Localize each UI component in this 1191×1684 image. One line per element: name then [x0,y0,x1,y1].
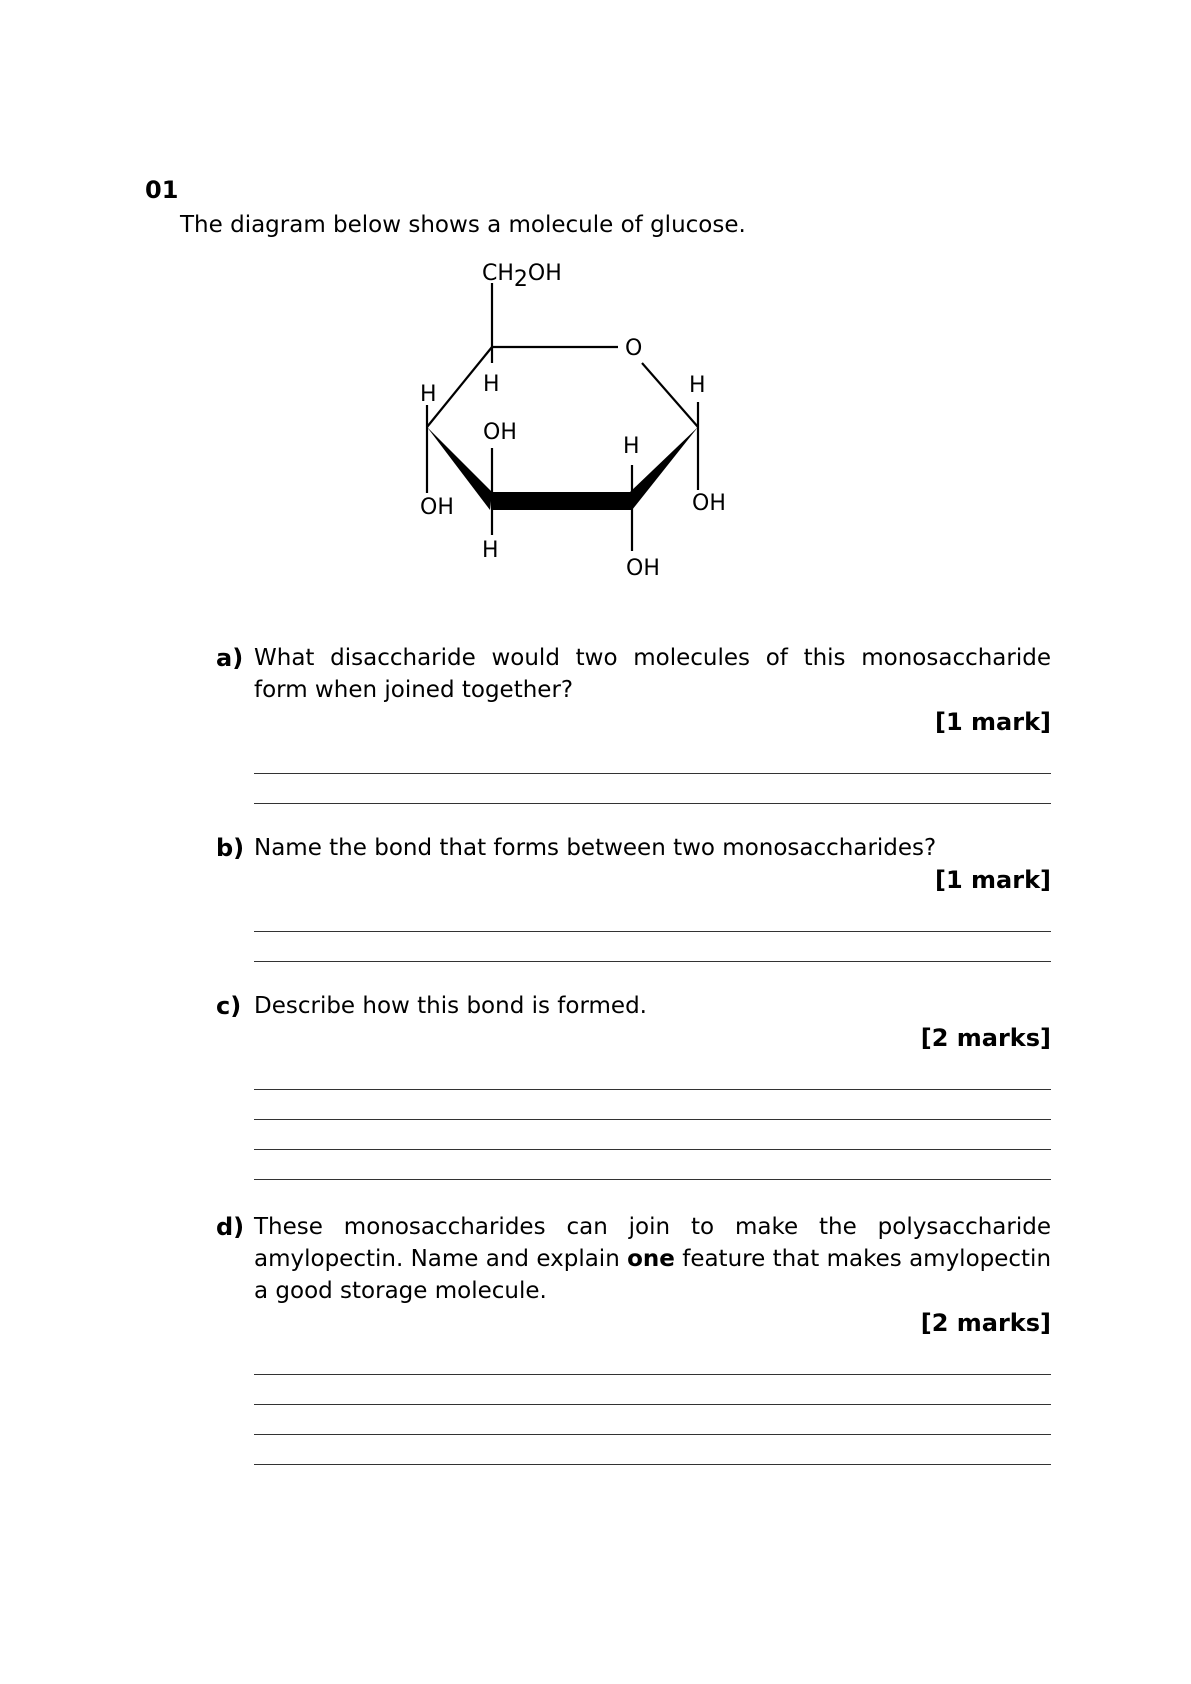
c1-h-label: H [689,373,706,398]
part-text-d-emphasis: one [627,1246,675,1272]
c4-h-label: H [420,382,437,407]
answer-line[interactable] [254,1405,1051,1435]
question-part-d [216,1211,1051,1465]
marks-d: [2 marks] [920,1309,1051,1337]
answer-lines-d [254,1345,1051,1465]
part-text-c: Describe how this bond is formed. [254,993,647,1019]
question-part-c [216,990,1051,1180]
answer-line[interactable] [254,774,1051,804]
part-text-d-before: These monosaccharides can join to make the polysaccharide amylopectin. Name and explain [254,1214,1051,1272]
answer-line[interactable] [254,1375,1051,1405]
answer-line[interactable] [254,744,1051,774]
answer-lines-b [254,902,1051,962]
part-text-d-after: feature that makes amylopectin a good storage molecule. [254,1246,1052,1304]
answer-line[interactable] [254,1345,1051,1375]
c1-oh-label: OH [692,491,726,516]
question-intro: The diagram below shows a molecule of glucose. [180,212,746,238]
ch2oh-label: CH2OH [482,261,562,292]
c3-h-label: H [482,538,499,563]
answer-line[interactable] [254,1150,1051,1180]
c5-h-label: H [483,372,500,397]
part-label-a: a) [216,644,244,672]
question-part-a [216,642,1051,804]
part-label-b: b) [216,834,245,862]
part-label-d: d) [216,1213,245,1241]
c2-h-label: H [623,434,640,459]
marks-a: [1 mark] [935,708,1051,736]
answer-line[interactable] [254,1060,1051,1090]
question-number: 01 [145,176,179,204]
answer-line[interactable] [254,1435,1051,1465]
answer-line[interactable] [254,1090,1051,1120]
answer-line[interactable] [254,932,1051,962]
answer-line[interactable] [254,1120,1051,1150]
part-text-d [254,1211,1051,1307]
marks-c: [2 marks] [920,1024,1051,1052]
part-text-a: What disaccharide would two molecules of this monosaccharide form when joined together? [254,645,1051,703]
c4-oh-label: OH [420,495,454,520]
bold-bond-c3-c2 [492,492,632,510]
answer-lines-a [254,744,1051,804]
glucose-diagram [420,255,760,635]
marks-b: [1 mark] [935,866,1051,894]
question-part-b [216,832,1051,962]
part-text-b: Name the bond that forms between two monosaccharides? [254,835,937,861]
wedge-c2-c1 [630,427,698,510]
answer-line[interactable] [254,902,1051,932]
glucose-structure-svg [420,255,760,635]
ring-oxygen-label: O [625,336,643,361]
c2-oh-label: OH [626,556,660,581]
answer-lines-c [254,1060,1051,1180]
c3-oh-label: OH [483,420,517,445]
part-label-c: c) [216,992,242,1020]
